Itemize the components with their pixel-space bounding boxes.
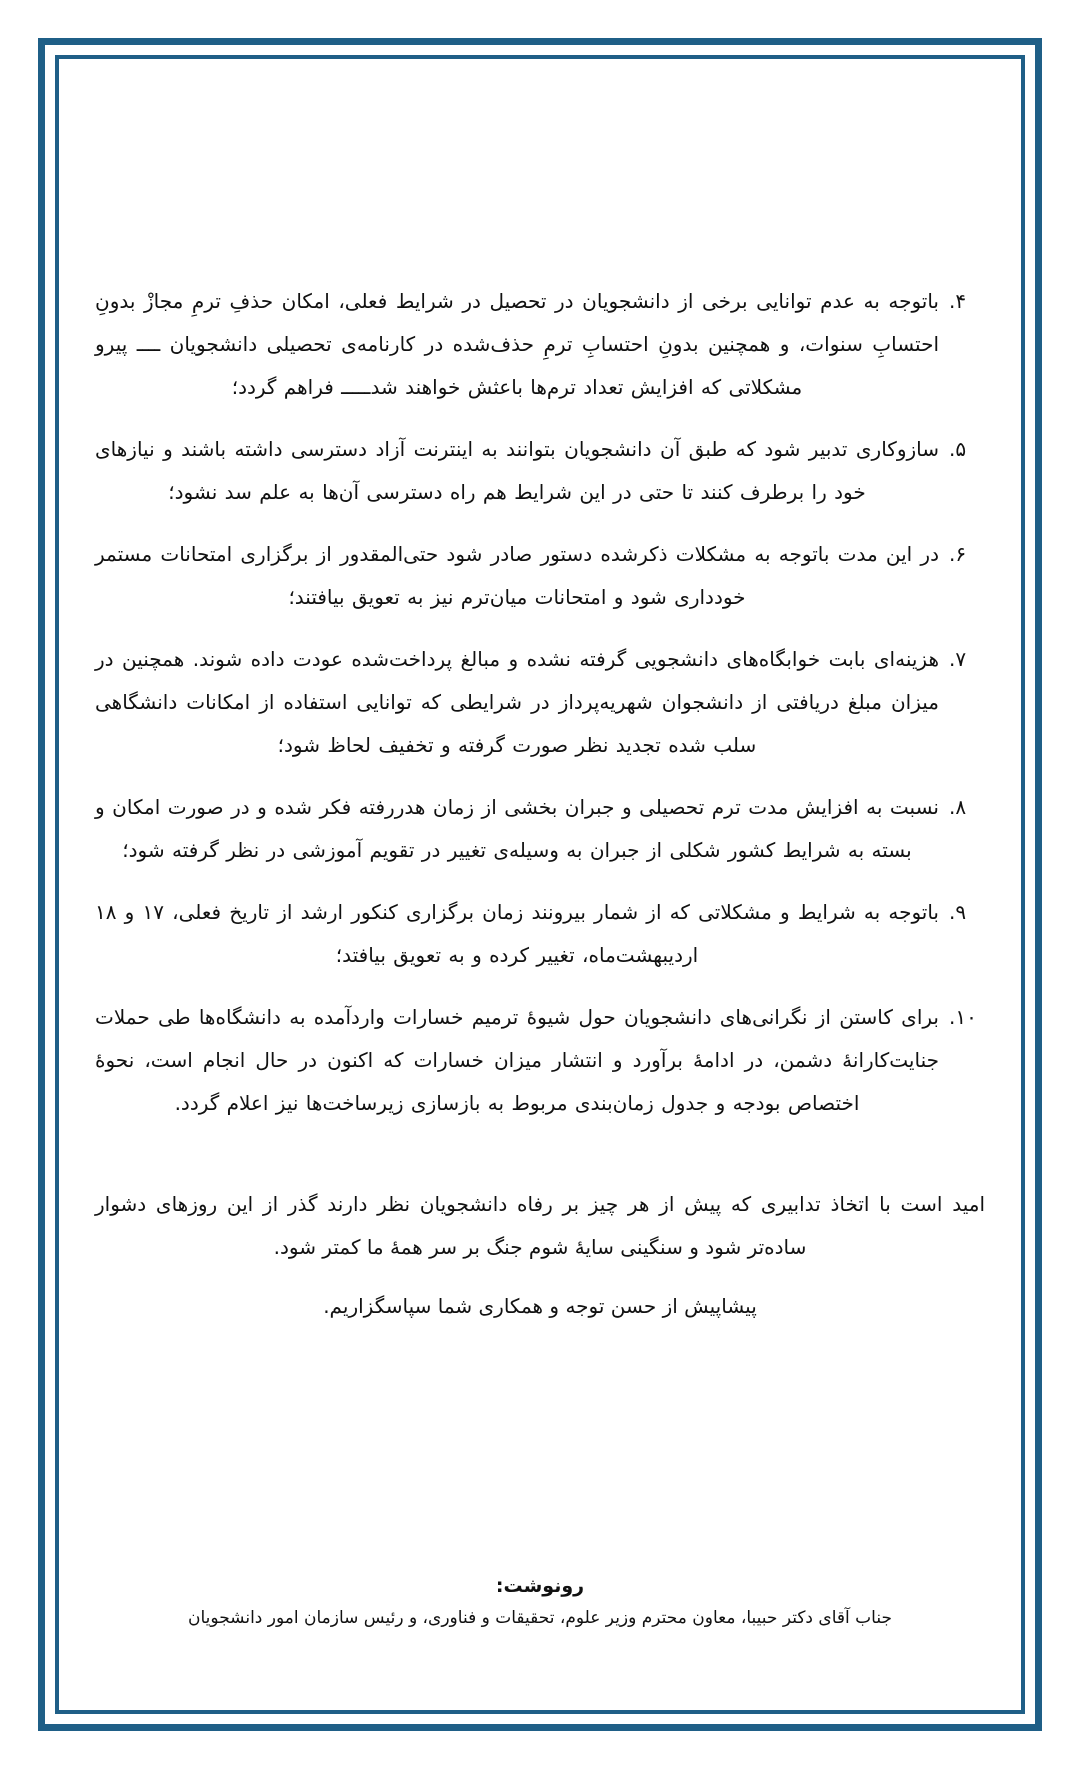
- copies-title: رونوشت:: [495, 1575, 585, 1597]
- clause-text: باتوجه به شرایط و مشکلاتی که از شمار بیرونند زمان برگزاری کنکور ارشد از تاریخ فعلی، ۱۷ و ۱۸ اردیبهشت‌ماه، تغییر کرده و به تعویق بیافتد؛: [95, 900, 939, 967]
- clause-text: برای کاستن از نگرانی‌های دانشجویان حول شیوهٔ ترمیم خسارات واردآمده به دانشگاه‌ها طی حملات جنایت‌کارانهٔ دشمن، در ادامهٔ برآورد و انتشار میزان خسارات که اکنون در حال انجام است، نحوهٔ اختصاص بودجه و جدول زمان‌بندی مربوط به بازسازی زیرساخت‌ها نیز اعلام گردد.: [95, 1005, 939, 1115]
- clause-list: [95, 280, 985, 1125]
- list-item: [95, 786, 985, 872]
- clause-text: هزینه‌ای بابت خوابگاه‌های دانشجویی گرفته نشده و مبالغ پرداخت‌شده عودت داده شوند. همچنین در میزان مبلغ دریافتی از دانشجوان شهریه‌پرداز در شرایطی که توانایی استفاده از امکانات دانشگاهی سلب شده تجدید نظر صورت گرفته و تخفیف لحاظ شود؛: [95, 647, 939, 757]
- closing-thanks: پیشاپیش از حسن توجه و همکاری شما سپاسگزاریم.: [323, 1294, 757, 1318]
- clause-text: در این مدت باتوجه به مشکلات ذکرشده دستور صادر شود حتی‌المقدور از برگزاری امتحانات مستمر خودداری شود و امتحانات میان‌ترم نیز به تعویق بیافتند؛: [95, 542, 939, 609]
- clause-text: باتوجه به عدم توانایی برخی از دانشجویان در تحصیل در شرایط فعلی، امکان حذفِ ترمِ مجازْ بدونِ احتسابِ سنوات، و همچنین بدونِ احتسابِ ترمِ حذف‌شده در کارنامه‌ی تحصیلی دانشجویان ــــ پیرو مشکلاتی که افزایش تعداد ترم‌ها باعثش خواهند شدـــــ فراهم گردد؛: [95, 289, 939, 399]
- clause-number: ۹.: [949, 900, 967, 924]
- clause-text: نسبت به افزایش مدت ترم تحصیلی و جبران بخشی از زمان هدررفته فکر شده و در صورت امکان و بسته به شرایط کشور شکلی از جبران به وسیله‌ی تغییر در تقویم آموزشی در نظر گرفته شود؛: [95, 795, 939, 862]
- copies-recipient: جناب آقای دکتر حبیبا، معاون محترم وزیر علوم، تحقیقات و فناوری، و رئیس سازمان امور دانشجویان: [188, 1608, 892, 1628]
- list-item: [95, 533, 985, 619]
- clause-number: ۶.: [949, 542, 967, 566]
- clause-number: ۵.: [949, 437, 967, 461]
- clause-number: ۴.: [949, 289, 967, 313]
- copies-section: [95, 1570, 985, 1634]
- clause-number: ۸.: [949, 795, 967, 819]
- list-item: [95, 996, 985, 1125]
- list-item: [95, 891, 985, 977]
- closing-paragraph: امید است با اتخاذ تدابیری که پیش از هر چیز بر رفاه دانشجویان نظر دارند گذر از این روزهای دشوار ساده‌تر شود و سنگینی سایهٔ شوم جنگ بر سر همهٔ ما کمتر شود.: [95, 1192, 985, 1259]
- clause-text: سازوکاری تدبیر شود که طبق آن دانشجویان بتوانند به اینترنت آزاد دسترسی داشته باشند و نیازهای خود را برطرف کنند تا حتی در این شرایط هم راه دسترسی آن‌ها به علم سد نشود؛: [95, 437, 939, 504]
- clause-number: ۱۰.: [949, 1005, 977, 1029]
- list-item: [95, 280, 985, 409]
- list-item: [95, 428, 985, 514]
- list-item: [95, 638, 985, 767]
- clause-number: ۷.: [949, 647, 967, 671]
- closing-section: [95, 1183, 985, 1328]
